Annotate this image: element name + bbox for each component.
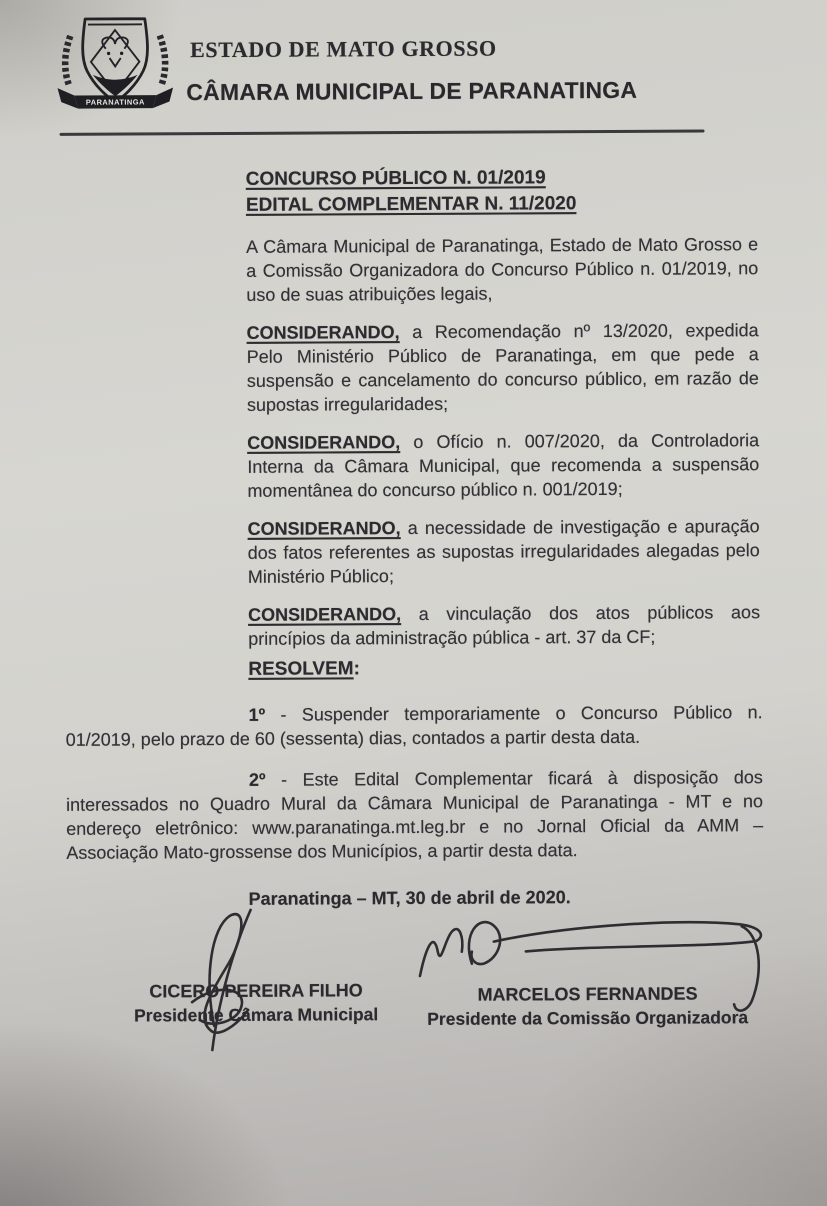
coat-of-arms-icon <box>49 9 182 120</box>
considerando-paragraph: CONSIDERANDO, a Recomendação nº 13/2020, expedida Pelo Ministério Público de Paranatinga, em que pede a suspensão e cancelamento do concurso público, em razão de supostas irregularidades; <box>246 320 759 415</box>
resolve-items <box>66 700 764 882</box>
considerando-paragraph: CONSIDERANDO, a necessidade de investigação e apuração dos fatos referentes as supostas irregularidades alegadas pelo Ministério Público; <box>247 516 760 587</box>
considerando-paragraph: CONSIDERANDO, a vinculação dos atos públicos aos princípios da administração pública - art. 37 da CF; <box>248 602 761 649</box>
crest-base <box>93 75 138 97</box>
signer-name: MARCELOS FERNANDES <box>477 983 698 1005</box>
resolve-item-2: 2º - Este Edital Complementar ficará à disposição dos interessados no Quadro Mural da Câmara Municipal de Paranatinga - MT e no endereço eletrônico: www.paranatinga.mt.leg.br e no Jornal Oficial da AMM – Associação Mato-grossense dos Municípios, a partir desta data. <box>65 767 764 863</box>
item-number: 1º <box>248 704 266 725</box>
letterhead-organization: CÂMARA MUNICIPAL DE PARANATINGA <box>186 76 638 106</box>
signature-block-president-commission <box>400 981 775 1031</box>
signer-role: Presidente Câmara Municipal <box>134 1004 379 1026</box>
considerando-label: CONSIDERANDO, <box>247 432 401 453</box>
crest-branch-left <box>65 36 70 85</box>
considerando-label: CONSIDERANDO, <box>247 518 401 539</box>
place-date-line: Paranatinga – MT, 30 de abril de 2020. <box>248 887 571 909</box>
letterhead-state: ESTADO DE MATO GROSSO <box>190 35 497 63</box>
considerando-label: CONSIDERANDO, <box>248 604 402 625</box>
resolve-item-1: 1º - Suspender temporariamente o Concurso Público n. 01/2019, pelo prazo de 60 (sessenta) dias, contados a partir desta data. <box>65 702 763 750</box>
title-line-1: CONCURSO PÚBLICO N. 01/2019 <box>245 167 546 190</box>
crest-branch-right <box>160 35 165 84</box>
header-divider <box>60 129 705 135</box>
considerando-paragraph: CONSIDERANDO, o Ofício n. 007/2020, da Controladoria Interna da Câmara Municipal, que recomenda a suspensão momentânea do concurso público n. 001/2019; <box>247 430 760 501</box>
document-title <box>246 164 758 219</box>
signature-block-president-chamber <box>100 978 412 1028</box>
crest-bull-muzzle <box>110 58 121 66</box>
title-line-2: EDITAL COMPLEMENTAR N. 11/2020 <box>245 193 577 216</box>
crest-ribbon-label: PARANATINGA <box>85 97 145 107</box>
signer-name: CICERO PEREIRA FILHO <box>149 980 363 1002</box>
item-number: 2º <box>248 769 266 790</box>
signer-role: Presidente da Comissão Organizadora <box>427 1007 749 1029</box>
intro-paragraph: A Câmara Municipal de Paranatinga, Estado de Mato Grosso e a Comissão Organizadora do Concurso Público n. 01/2019, no uso de suas atribuições legais, <box>246 234 759 305</box>
resolve-heading: RESOLVEM: <box>248 658 360 680</box>
document-body <box>246 164 761 665</box>
considerando-label: CONSIDERANDO, <box>246 322 400 343</box>
